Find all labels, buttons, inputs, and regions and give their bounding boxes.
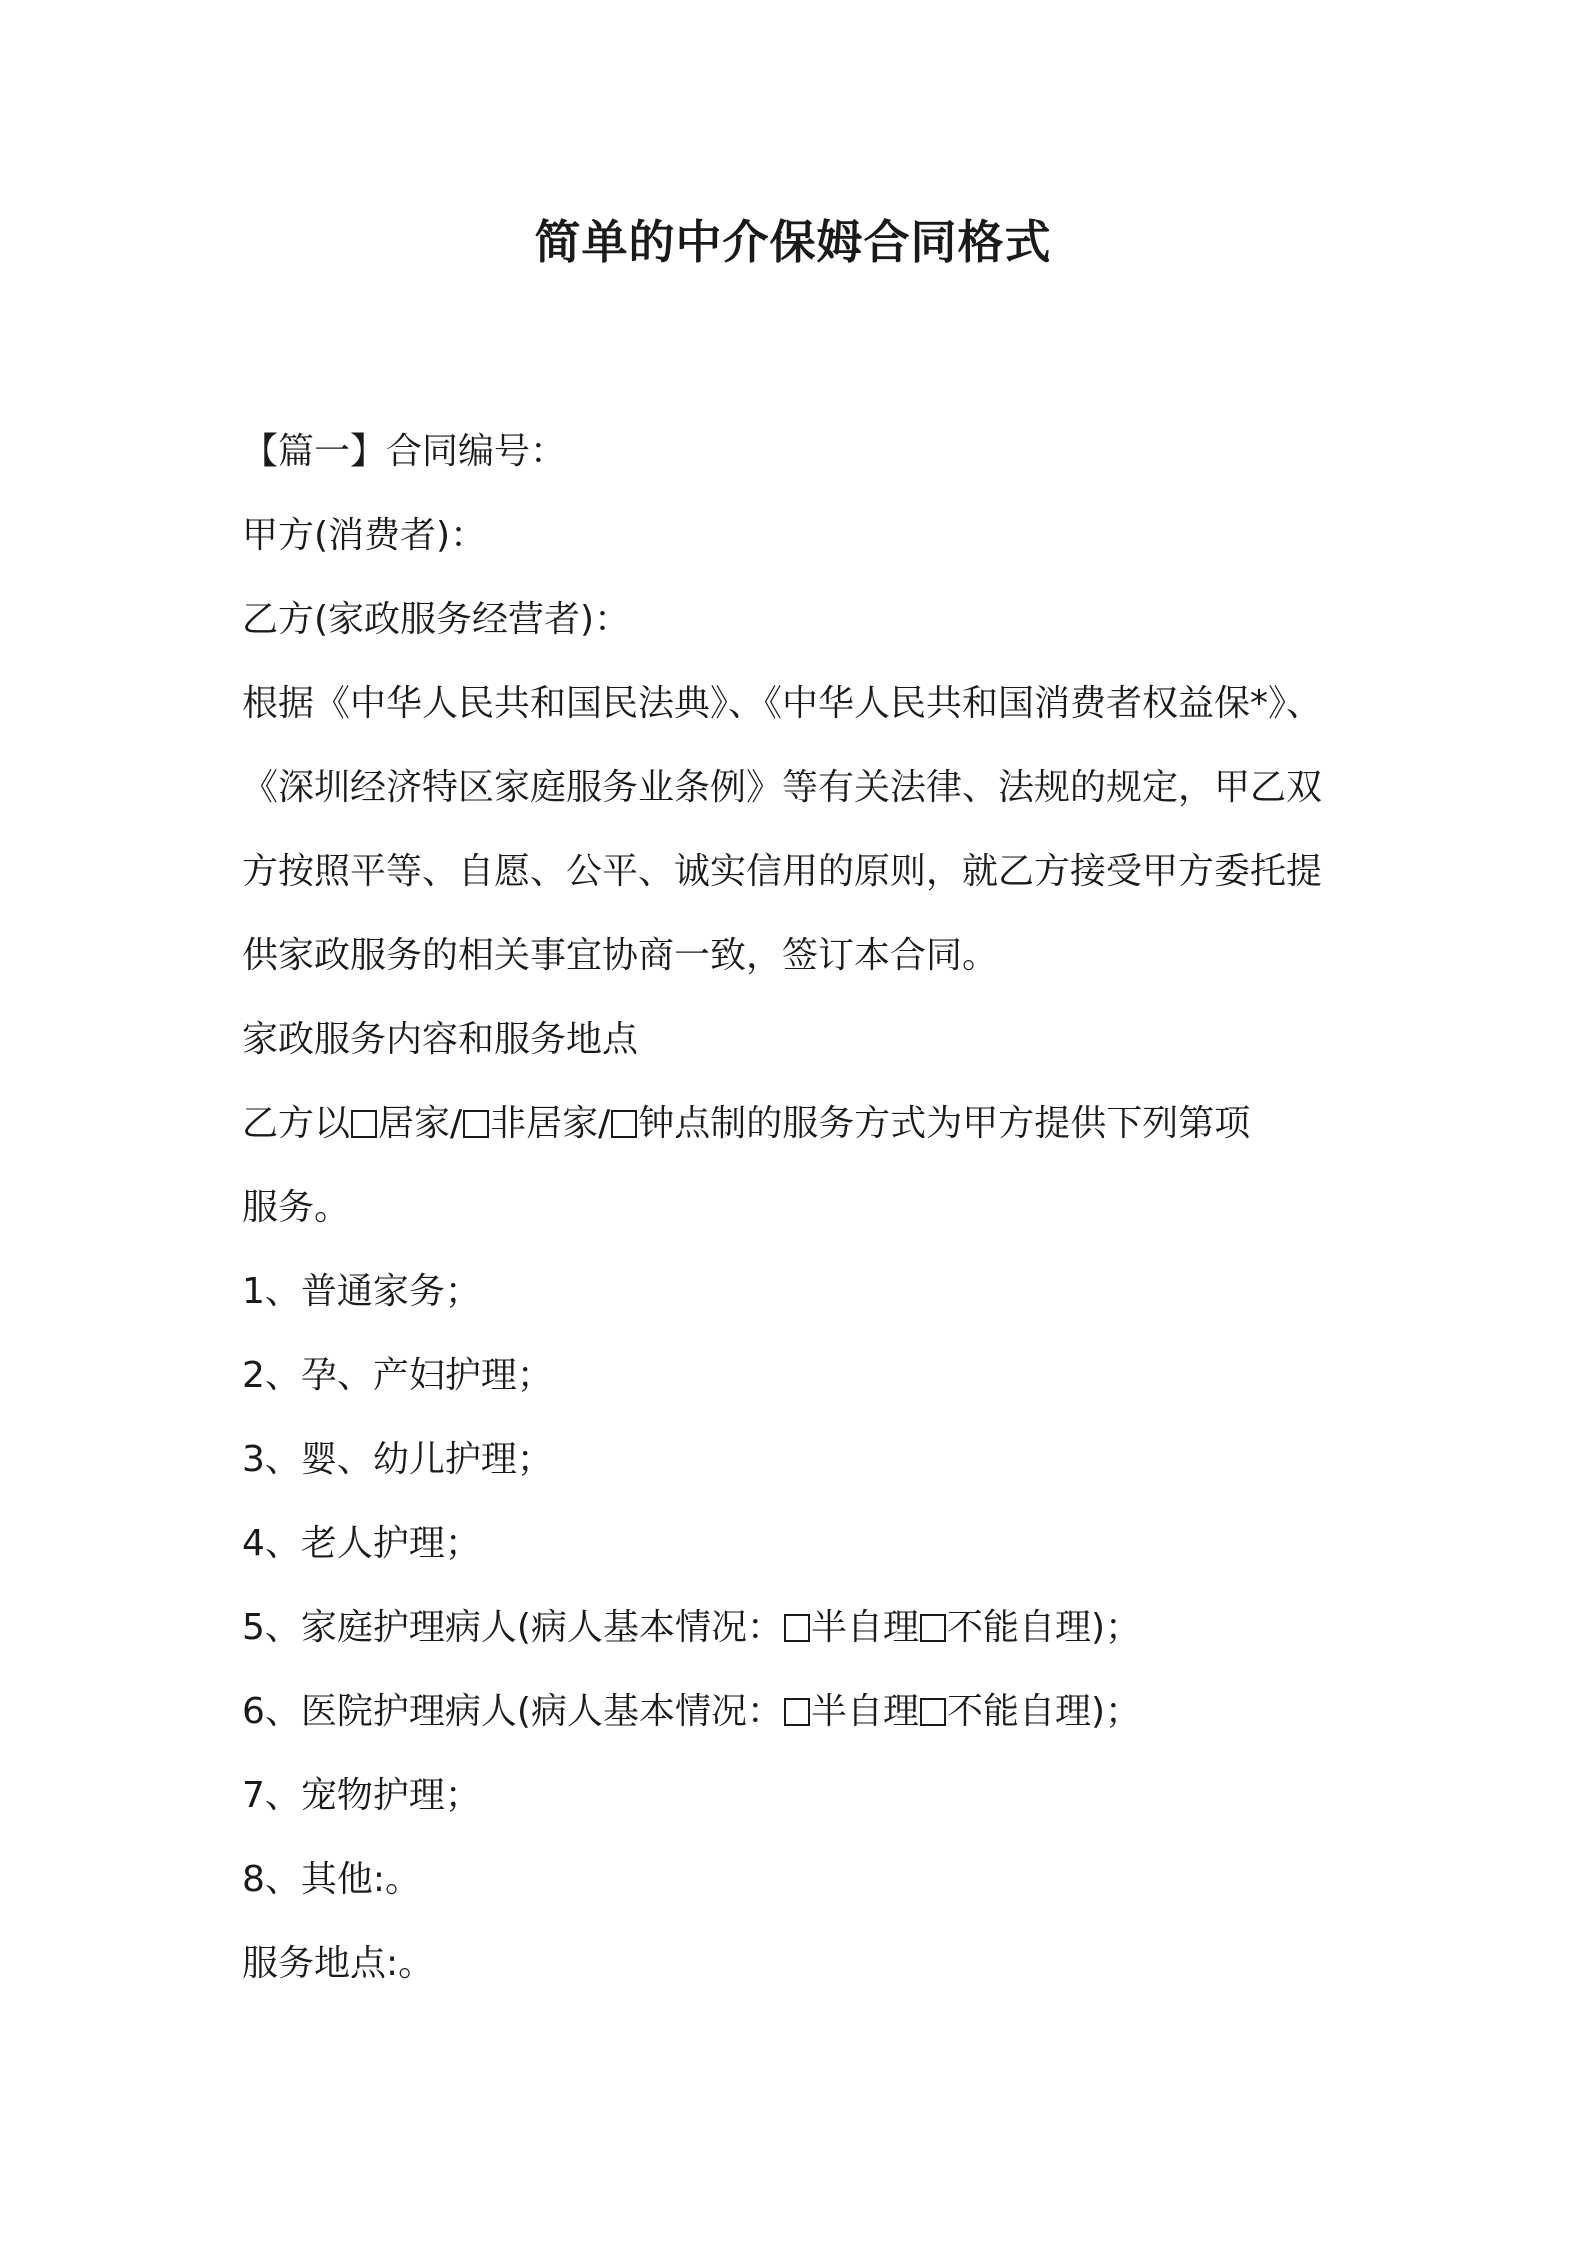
document-body <box>242 410 1362 2006</box>
service-mode-line-end: 服务。 <box>242 1187 351 1228</box>
document-title: 简单的中介保姆合同格式 <box>534 215 1052 269</box>
list-item: 4、老人护理； <box>242 1523 481 1564</box>
checkbox-icon <box>920 1614 946 1642</box>
checkbox-icon <box>611 1110 637 1138</box>
list-item: 1、普通家务； <box>242 1271 481 1312</box>
section-heading: 家政服务内容和服务地点 <box>242 1019 639 1060</box>
checkbox-icon <box>351 1110 377 1138</box>
preamble-line-1: 根据《中华人民共和国民法典》、《中华人民共和国消费者权益保*》、 <box>242 683 1323 724</box>
contract-number-line: 【篇一】合同编号： <box>242 431 567 472</box>
party-b-line: 乙方(家政服务经营者)： <box>242 599 631 640</box>
list-item: 7、宠物护理； <box>242 1775 481 1816</box>
checkbox-icon <box>784 1614 810 1642</box>
preamble-line-3: 方按照平等、自愿、公平、诚实信用的原则，就乙方接受甲方委托提 <box>242 851 1323 892</box>
service-mode-line: 乙方以 居家/ 非居家/ 钟点制的服务方式为甲方提供下列第项 <box>242 1103 1251 1144</box>
list-item: 5、家庭护理病人(病人基本情况： 半自理 不能自理)； <box>242 1607 1142 1648</box>
list-item: 8、其他:。 <box>242 1859 422 1900</box>
checkbox-icon <box>920 1698 946 1726</box>
preamble-line-2: 《深圳经济特区家庭服务业条例》等有关法律、法规的规定，甲乙双 <box>242 767 1323 808</box>
list-item: 3、婴、幼儿护理； <box>242 1439 553 1480</box>
list-item: 2、孕、产妇护理； <box>242 1355 553 1396</box>
preamble-line-4: 供家政服务的相关事宜协商一致，签订本合同。 <box>242 935 999 976</box>
checkbox-icon <box>784 1698 810 1726</box>
checkbox-icon <box>463 1110 489 1138</box>
party-a-line: 甲方(消费者)： <box>242 515 487 556</box>
list-item: 6、医院护理病人(病人基本情况： 半自理 不能自理)； <box>242 1691 1142 1732</box>
service-location-line: 服务地点:。 <box>242 1943 435 1984</box>
